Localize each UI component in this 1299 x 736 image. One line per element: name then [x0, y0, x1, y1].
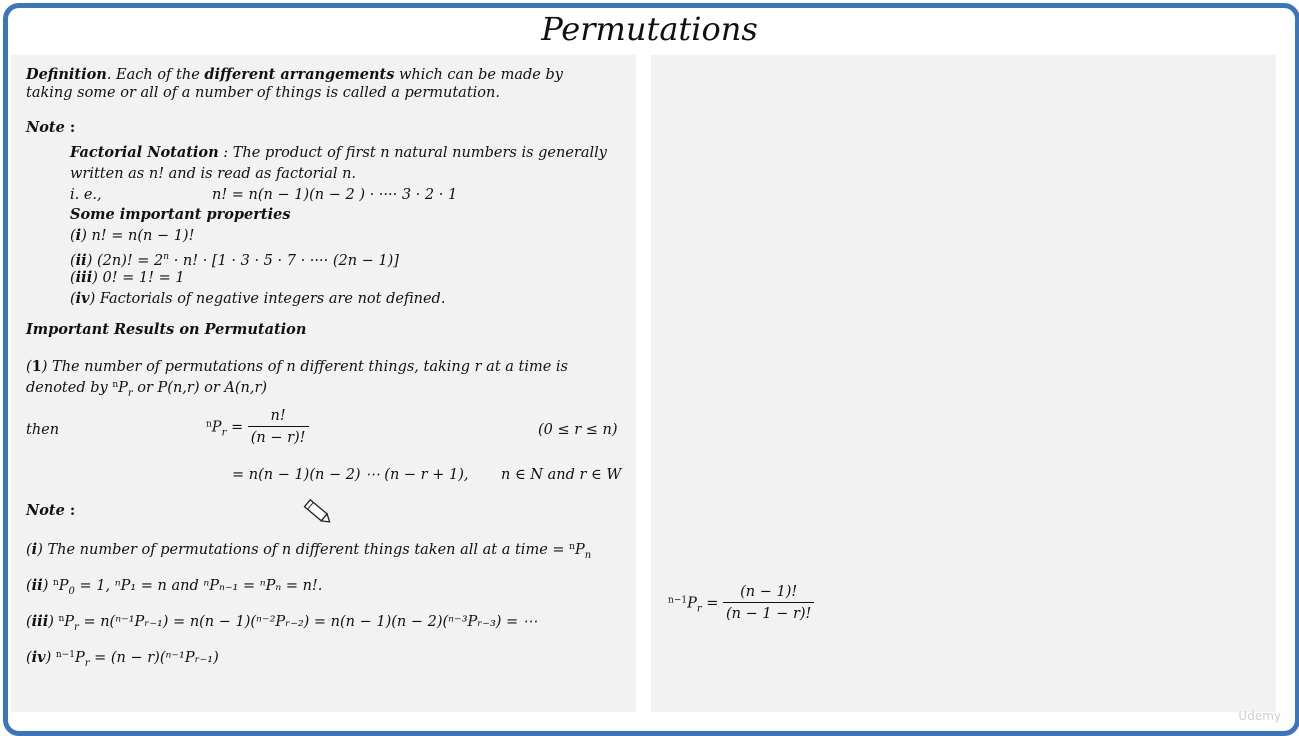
- pencil-cursor-icon: [300, 497, 334, 527]
- left-panel: [11, 55, 636, 712]
- note-2-label: Note: [26, 502, 65, 519]
- note-item-3: (iii) $^nP_r$ = n(ⁿ⁻¹Pᵣ₋₁) = n(n − 1)(ⁿ⁻²Pᵣ₋₂) = n(n − 1)(n − 2)(ⁿ⁻³Pᵣ₋₃) = ⋯: [26, 610, 537, 637]
- factorial-line-1: [70, 144, 607, 162]
- results-heading: Important Results on Permutation: [26, 321, 306, 339]
- factorial-line-2: written as n! and is read as factorial n.: [70, 165, 356, 183]
- n-1-pr-formula: $^{n-1}P_r$ = $\frac{(n - 1)!}{(n - 1 - r)!}$: [668, 583, 814, 624]
- npr-expansion: = n(n − 1)(n − 2) ⋯ (n − r + 1),: [232, 466, 468, 484]
- right-panel: [651, 55, 1276, 712]
- note-item-1: (i) The number of permutations of n different things taken all at a time = $^nP_n$: [26, 538, 591, 565]
- properties-heading: Some important properties: [70, 206, 291, 224]
- note-item-4: (iv) $^{n-1}P_r = (n$ − r)(ⁿ⁻¹Pᵣ₋₁): [26, 646, 219, 673]
- property-4: (iv) Factorials of negative integers are not defined.: [70, 290, 445, 308]
- right-denominator: (n − 1 − r)!: [723, 602, 814, 624]
- note-1-heading: Note :: [26, 119, 75, 137]
- page-title: Permutations: [0, 10, 1299, 48]
- definition-text-b: which can be made by: [394, 67, 563, 83]
- then-label: then: [26, 421, 59, 439]
- note-2-heading: Note :: [26, 502, 75, 520]
- factorial-text-1: : The product of first n natural numbers is generally: [219, 145, 607, 161]
- npr-fraction-formula: $^nP_r$ = $\frac{n!}{(n - r)!}$: [206, 407, 309, 448]
- result-1-line-1: (1) The number of permutations of n different things, taking r at a time is: [26, 358, 568, 376]
- npr-condition: (0 ≤ r ≤ n): [538, 421, 618, 439]
- note-item-2: (ii) $^nP_0 = 1$, ⁿP₁ = n and ⁿPₙ₋₁ = ⁿPₙ = n!.: [26, 574, 322, 601]
- definition-label: Definition: [26, 66, 107, 83]
- definition-text-a: . Each of the: [107, 67, 205, 83]
- right-numerator: (n − 1)!: [723, 583, 814, 602]
- definition-line-2: taking some or all of a number of things is called a permutation.: [26, 84, 500, 102]
- udemy-watermark: Udemy: [1238, 709, 1281, 723]
- property-3: (iii) 0! = 1! = 1: [70, 269, 185, 287]
- note-1-label: Note: [26, 119, 65, 136]
- property-1: (i) n! = n(n − 1)!: [70, 227, 194, 245]
- npr-domain: n ∈ N and r ∈ W: [501, 466, 621, 484]
- npr-denominator: (n − r)!: [248, 426, 309, 448]
- result-1-line-2: denoted by $^nP_r$ or P(n,r) or A(n,r): [26, 376, 267, 403]
- definition-line-1: [26, 66, 563, 84]
- property-2: (ii) (2n)! = $2^n \cdot n$! · [1 · 3 · 5 · 7 · ···· (2n − 1)]: [70, 248, 399, 270]
- factorial-label: Factorial Notation: [70, 144, 219, 161]
- factorial-ie: i. e.,: [70, 186, 102, 204]
- definition-bold: different arrangements: [204, 66, 394, 83]
- npr-numerator: n!: [248, 407, 309, 426]
- factorial-formula: n! = n(n − 1)(n − 2 ) · ···· 3 · 2 · 1: [212, 186, 457, 204]
